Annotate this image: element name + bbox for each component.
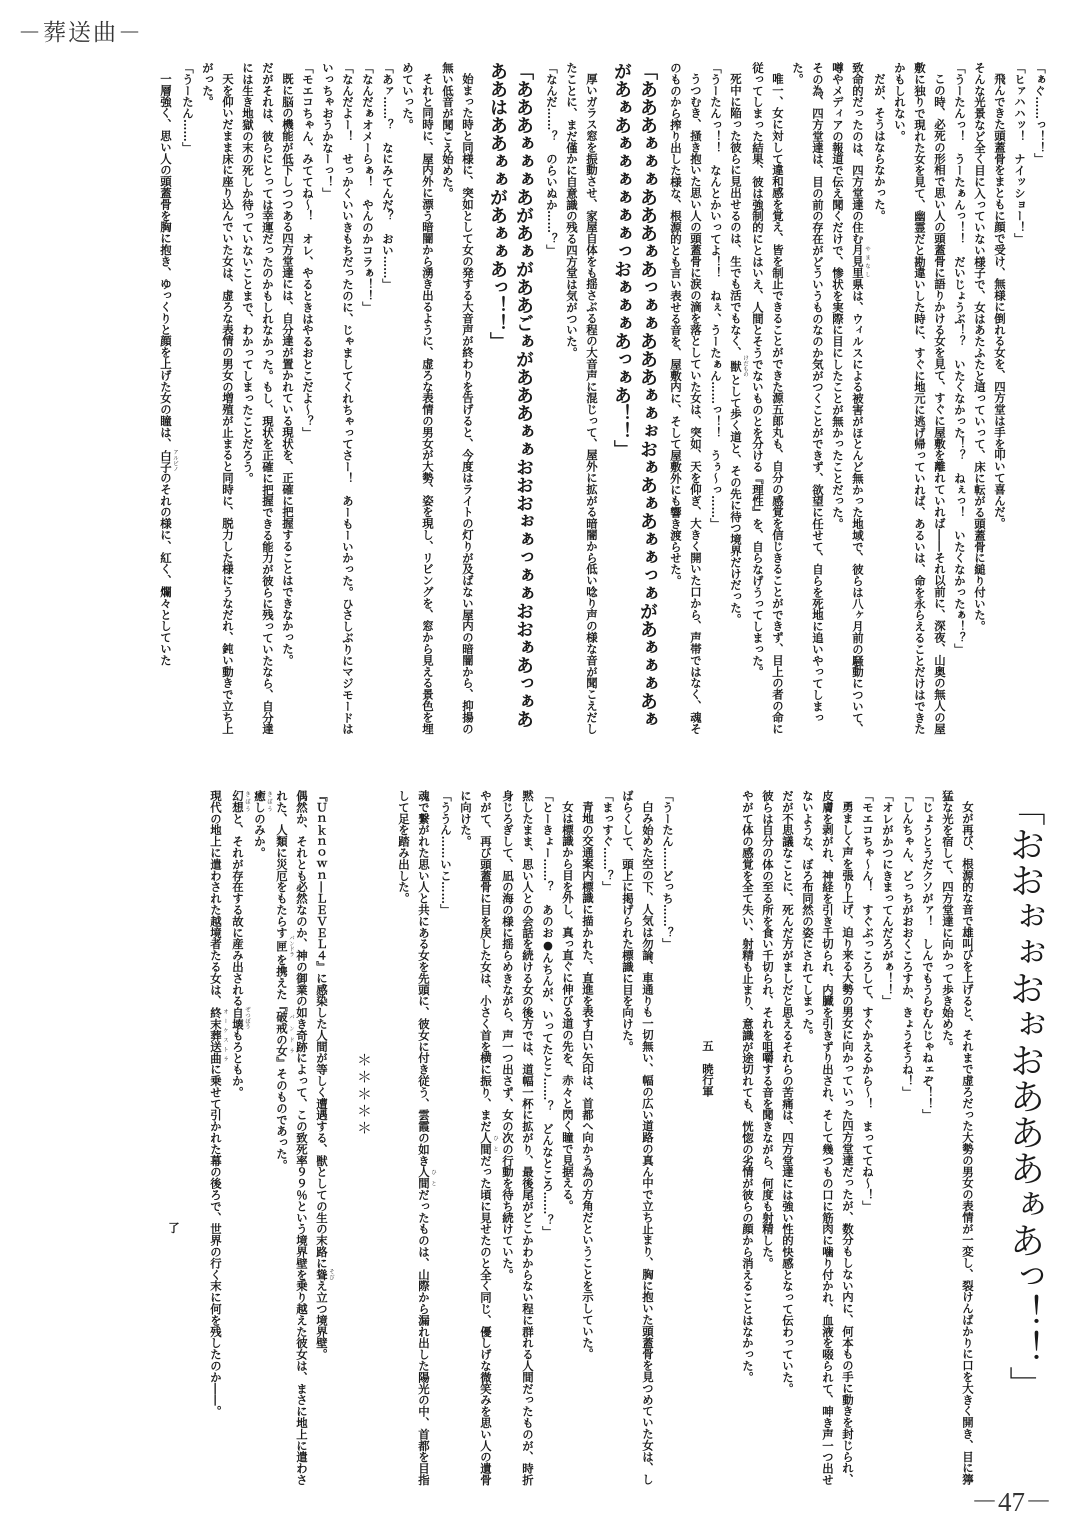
- ruby-reading: パンドラ: [288, 935, 294, 958]
- dialogue-paragraph: 「まっすぐ……？」: [601, 790, 615, 893]
- narration-paragraph: この時、必死の形相で思い人の頭蓋骨に語りかける女を見て、すぐに屋敷を離れていれば――それ以前に、深夜、山奥の無人の屋敷に独りで現れた女を見て、幽霊だと勘違いした時に、すぐに地元に逃げ帰っていれば、あるいは、命を永らえることだけはできたかもしれない。: [893, 62, 947, 735]
- ruby-base: 獣: [729, 355, 743, 378]
- dialogue-paragraph: [250, 790, 272, 1495]
- ruby-annotated-word: [417, 1166, 436, 1190]
- narration-paragraph: 既に脳の機能が低下しつつある四方堂達には、自分達が置かれている現状を、正確に把握することはできなかった。: [281, 73, 295, 667]
- shout-line: 「おおぉぉおぉおあああぁあっ！！」: [1004, 790, 1045, 1402]
- ruby-base: 破戒の女: [275, 1011, 289, 1057]
- ruby-reading: きぼう: [244, 790, 250, 813]
- narration-paragraph: 唯一、女に対して違和感を覚え、皆を制止できることができた源五郎丸も、自分の感覚を信じきることができず、目上の者の命に従ってしまった結果、彼は強制的にとはいえ、人間とそうでないものとを分ける『理性』を、自らなげうってしまった。: [751, 62, 785, 735]
- narration-paragraph: うつむき、掻き抱いた思い人の頭蓋骨に涙の滴を落としていた女は、突如、天を仰ぎ、大きく開いた口から、声帯ではなく、魂そのものから搾り出した様な、根源的とも言い表せる音を、屋敷内に、そして屋敷外にも響き渡らせた。: [669, 62, 703, 735]
- text-run: と、それが存在する故に産み出される: [231, 812, 245, 1007]
- ruby-base: 自壊: [231, 1006, 245, 1030]
- ruby-annotated-word: [231, 1006, 250, 1030]
- ruby-annotated-word: [275, 1011, 294, 1057]
- text-run: のそれの様に、紅く、爛々としていた: [159, 472, 173, 667]
- end-mark: 了: [167, 1222, 181, 1234]
- dialogue-paragraph: [456, 790, 498, 1495]
- text-run: 偶然か、それとも必然なのか、神の御業の如き奇跡によって、この致死率９９％という境界壁を乗り越えた彼女は、まさに地上に遣わされた、人類に災厄をもたらす: [275, 790, 309, 1486]
- dialogue-paragraph: 「ヒァハハッ！ ナイッショー！」: [1013, 62, 1027, 245]
- narration-paragraph: 青地の交通案内標識に描かれた、直進を表す白い矢印は、首都へ向かう為の方角だということを示していた。: [581, 801, 595, 1360]
- ruby-reading: パンドラ: [288, 1011, 294, 1057]
- ruby-base: 人間: [479, 1132, 493, 1155]
- narration-paragraph: それと同時に、屋内外に漂う暗闇から湧き出るように、虚ろな表情の男女が大勢、姿を現し、リビングを、窓から見える景色を埋めていった。: [401, 62, 435, 735]
- dialogue-paragraph: その為、四方堂達は、目の前の存在がどういうものなのか気がつくことができず、欲望に任せて、自らを死地に追いやってしまった。: [791, 62, 825, 724]
- ruby-annotated-word: [253, 790, 272, 813]
- ruby-base: 終末葬送曲: [209, 1006, 223, 1064]
- ruby-base: 人間: [417, 1166, 431, 1190]
- lower-text-block: [40, 790, 1048, 1495]
- ruby-annotated-word: [479, 1132, 498, 1155]
- dialogue-paragraph: 「なんだよー！ せっかくいいきもちだったのに、じゃましてくれちゃってさー！ あーもーいかった。ひさしぶりにマジモードはいっちゃおうかなーっ！」: [321, 62, 355, 735]
- ruby-base: 白子: [159, 449, 173, 473]
- ruby-annotated-word: [315, 1268, 334, 1281]
- text-run: 致命的だったのは、四方堂達の住む: [851, 62, 865, 245]
- ruby-reading: ひと: [430, 1166, 436, 1190]
- ruby-annotated-word: [159, 449, 178, 473]
- ruby-reading: ひと: [492, 1132, 498, 1155]
- upper-text-block: [40, 62, 1050, 742]
- shout-line: 「あああぁぁぁあああぁあっぁぁあああぁぁぉおぁあぁあぁぁっぁがあぁぁぁあぁがあぁあぁぁぁぁぁぁっおぁぁぁあっぁあ！！」: [611, 62, 658, 728]
- narration-paragraph: [156, 62, 178, 742]
- ruby-base: 聳: [315, 1268, 329, 1281]
- text-run: に乗せて引かれた幕の後ろで、世界の行く末に何を残したのか――。: [209, 1063, 223, 1417]
- ruby-reading: そび: [328, 1268, 334, 1281]
- dialogue-paragraph: 「しんちゃん、どっちがおおくころすか、きょうそうね！」: [901, 790, 915, 1098]
- text-run: 『Ｕｎｋｎｏｗｎ―ＬＥＶＥＬ４』に感染した人間が等しく遭遇する、獣としての生の末路に: [315, 790, 329, 1269]
- ruby-annotated-word: [851, 244, 870, 279]
- dialogue-paragraph: 「うーたんっ！ うーたぁんっ！！ だいじょうぶ！？ いたくなかった！？ ねぇっ！ いたくなかったぁ！？」: [953, 62, 967, 655]
- ruby-annotated-word: [275, 935, 294, 958]
- dialogue-paragraph: だが不思議なことに、死んだ方がましだと思えるそれらの苦痛は、四方堂達には強い性的快感となって伝わっていた。: [781, 790, 795, 1395]
- page-number: －47－: [971, 1487, 1052, 1517]
- ruby-reading: やまなし: [864, 244, 870, 279]
- ruby-reading: オーケストラ: [222, 1006, 228, 1064]
- text-run: のみか。: [253, 812, 267, 859]
- text-run: として歩く道と、その先に待つ境界だけだった。: [729, 374, 743, 626]
- narration-paragraph: [726, 62, 748, 742]
- dialogue-paragraph: 彼らは自分の体の至る所を食い千切られ、それを咀嚼する音を聞きながら、何度も射精した。: [761, 790, 775, 1269]
- narration-paragraph: 天を仰いだまま床に座り込んでいた女は、虚ろな表情の男女の増殖が止まると同時に、脱力した様にうなだれ、鈍い動きで立ち上がった。: [201, 62, 235, 735]
- dialogue-paragraph: 「うーたん……」: [181, 62, 195, 154]
- narration-paragraph: 白み始めた空の下、人気は勿論、車通りも一切無い、幅の広い道路の真ん中で立ち止まり、胸に抱いた頭蓋骨を見つめていた女は、しばらくして、頭上に掲げられた標識に目を向けた。: [621, 790, 655, 1486]
- dialogue-paragraph: [272, 790, 312, 1495]
- narration-paragraph: 飛んできた頭蓋骨をまともに顔で受け、無様に倒れる女を、四方堂は手を叩いて喜んだ。: [993, 73, 1007, 530]
- text-run: 県は、ウィルスによる被害がほとんど無かった地域で、彼らは八ヶ月前の騒動について、噂やメディアの報道で伝え聞くだけで、惨状を実際に目にしたことが無かったことだった。: [831, 62, 865, 735]
- ruby-reading: きぼう: [266, 790, 272, 813]
- running-header-title: －葬送曲－: [18, 20, 143, 46]
- ruby-annotated-word: [729, 355, 748, 378]
- narration-paragraph: 女が再び、根源的な音で雄叫びを上げると、それまで虚ろだった大勢の男女の表情が一変し、裂けんばかりに口を大きく開き、目に獰猛な光を宿して、四方堂達に向かって歩き始めた。: [941, 790, 975, 1486]
- section-divider: ＊＊＊＊＊: [355, 1052, 373, 1137]
- dialogue-paragraph: 「うーたん……どっち……？」: [661, 790, 675, 950]
- dialogue-paragraph: 「じょうとうだクソがァ！ しんでもうらむんじゃねェぞ！！」: [921, 790, 935, 1121]
- dialogue-paragraph: [394, 790, 436, 1495]
- dialogue-paragraph: 「ううん……いこ……」: [439, 790, 453, 916]
- dialogue-paragraph: 「ぁぐ……っ！！」: [1033, 62, 1047, 165]
- dialogue-paragraph: [228, 790, 250, 1495]
- narration-paragraph: 勇ましく声を張り上げ、迫り来る大勢の男女に向かっていった四方堂達だったが、数分もしない内に、何本もの手に動きを封じられ、皮膚を剥がれ、神経を引き千切られ、内臓を引きずり出され、そして幾つもの口に筋肉に噛り付かれ、血液を啜られて、呻き声一つ出せないような、ぼろ布同然の姿にされてしまった。: [801, 790, 855, 1486]
- ruby-base: 幻想: [231, 790, 245, 813]
- narration-paragraph: 厚いガラス窓を振動させ、家屋自体をも揺さぶる程の大音声に混じって、屋外に拡がる暗闇から低い唸り声の様な音が聞こえだしたことに、まだ僅かに自意識の残る四方堂は気がついた。: [565, 62, 599, 735]
- dialogue-paragraph: [828, 62, 870, 742]
- ruby-reading: けだもの: [742, 355, 748, 378]
- shout-line: 「あああぁぁぁあがあぁがああごぁがあああぁぁおおおぉぁっぁぁおおぁあっぁあああはああぁぁがあぁぁあっ！！」: [487, 62, 534, 728]
- dialogue-paragraph: 「とーきょー……？ あのお●んちんが、いってたとこ……？ どんなところ……？」: [541, 790, 555, 1238]
- dialogue-paragraph: [206, 790, 228, 1495]
- text-run: 一層強く、思い人の頭蓋骨を胸に抱き、ゆっくりと顔を上げた女の瞳は、: [159, 73, 173, 450]
- dialogue-paragraph: そんな光景など全く目に入っていない様子で、女はあたふたと這っていって、床に転がる頭蓋骨に縋り付いた。: [973, 62, 987, 632]
- dialogue-paragraph: 「あァ……？ なにみてんだ？ おい……」: [381, 62, 395, 290]
- ruby-base: 癒し: [253, 790, 267, 813]
- dialogue-paragraph: 「モエコちゃ〜ん！ すぐぶっころして、すぐかえるから〜！ まっててね〜！」: [861, 790, 875, 1212]
- text-run: やがて、再び頭蓋骨に目を戻した女は、小さく首を横に振り、まだ: [479, 790, 493, 1132]
- dialogue-paragraph: 「なんだぁオメーらぁ！ やんのかコラぁ！！」: [361, 62, 375, 313]
- text-run: だったものは、山際から漏れ出した陽光の中、首都を目指して足を踏み出した。: [397, 790, 431, 1486]
- dialogue-paragraph: 「うーたんっ！！ なんとかいってよ！！ ねぇ、うーたぁん……っ！！ うぅ〜っ……」: [709, 62, 723, 530]
- text-run: え立つ境界壁。: [315, 1280, 329, 1361]
- dialogue-paragraph: やがて体の感覚を全て失い、射精も止まり、意識が途切れても、恍惚の劣情が彼らの顔から消えることはなかった。: [741, 790, 755, 1383]
- ruby-reading: アルビノ: [172, 449, 178, 473]
- narration-paragraph: だが、そうはならなかった。: [873, 73, 887, 222]
- dialogue-paragraph: 黙したまま、思い人との会話を続ける女の後方では、道幅一杯に拡がり、最後尾がどこかわからない程に群れる人間だったものが、時折身じろぎして、凪の海の様に揺らめきながら、声一つ出さず、女の次の行動を待ち続けていた。: [501, 790, 535, 1486]
- text-run: 現代の地上に遣わされた越境者たる女は、: [209, 790, 223, 1007]
- text-run: 魂で繋がれた思い人と共にある女を先頭に、彼女に付き従う、雲霞の如き: [417, 790, 431, 1167]
- narration-paragraph: 女は標識から目を外し、真っ直ぐに伸びる道の先を、赤々と閃く瞳で見据える。: [561, 801, 575, 1212]
- dialogue-paragraph: 「なんだ……？ のらいぬか……？」: [545, 62, 559, 256]
- narration-paragraph: 始まった時と同様に、突如として女の発する大音声が終わりを告げると、今度はライトの灯りが及ばない屋内の暗闇から、抑揚の無い低音が聞こえ始めた。: [441, 62, 475, 735]
- ruby-base: 月見里: [851, 244, 865, 279]
- text-run: 』そのものであった。: [275, 1056, 289, 1171]
- text-run: もろともか。: [231, 1029, 245, 1098]
- text-run: 死中に陥った彼らに見出せるのは、生でも活でもなく、: [729, 73, 743, 359]
- text-run: を携えた『: [275, 954, 289, 1012]
- ruby-annotated-word: [231, 790, 250, 813]
- dialogue-paragraph: 「モエコちゃん、みててね〜！ オレ、やるときはやるおとこだよ〜？」: [301, 62, 315, 439]
- dialogue-paragraph: だがそれは、彼らにとっては幸運だったのかもしれなかった。もし、現状を正確に把握できる能力が彼らに残っていたなら、自分達には生き地獄の末の死しか待っていないことまで、わかってしまったことだろう。: [241, 62, 275, 735]
- ruby-base: 匣: [275, 935, 289, 958]
- dialogue-paragraph: [312, 790, 334, 1495]
- ruby-reading: ぜつぼう: [244, 1006, 250, 1030]
- chapter-heading: 五 暁行軍: [701, 1040, 715, 1097]
- dialogue-paragraph: 「オレがかつにきまってんだろがぁ！！」: [881, 790, 895, 1007]
- text-run: だった頃に見せたのと全く同じ、優しげな微笑みを思い人の遺骨に向けた。: [459, 790, 493, 1486]
- ruby-annotated-word: [209, 1006, 228, 1064]
